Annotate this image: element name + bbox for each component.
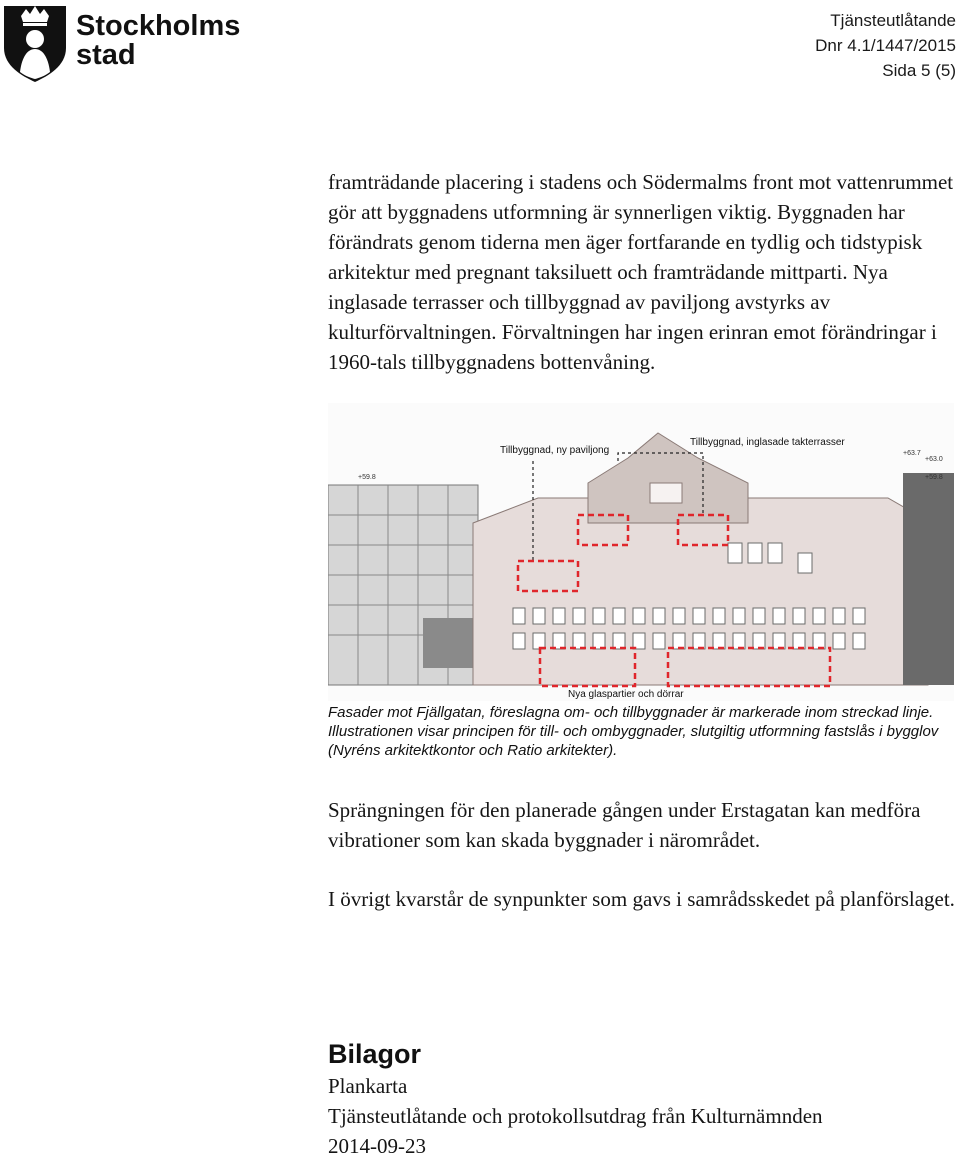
level-right-top: +63.7 (903, 450, 921, 457)
attachments-heading: Bilagor (328, 1039, 422, 1069)
stockholms-stad-logo (2, 2, 242, 82)
label-terraces: Tillbyggnad, inglasade takterrasser (690, 437, 845, 448)
stockholm-crown-shield-icon (4, 6, 66, 82)
document-number: Dnr 4.1/1447/2015 (815, 36, 956, 55)
label-ground-floor: Nya glaspartier och dörrar (568, 689, 684, 700)
figure-caption: Fasader mot Fjällgatan, föreslagna om- och tillbyggnader är markerade inom streckad linje. Illustrationen visar principen för till- och ombyggnader, slutgiltig utformning fastslås i bygglov (Nyréns arkitektkontor och Ratio arkitekter). (328, 704, 939, 759)
attachment-item: Tjänsteutlåtande och protokollsutdrag från Kulturnämnden (328, 1104, 823, 1128)
level-right-2: +63.0 (925, 456, 943, 463)
level-left: +59.8 (358, 474, 376, 481)
logo-text-line1: Stockholms (76, 10, 241, 42)
attachment-item: 2014-09-23 (328, 1134, 426, 1158)
document-header-meta (815, 8, 956, 83)
body-paragraph: Sprängningen för den planerade gången under Erstagatan kan medföra vibrationer som kan skada byggnader i närområdet. (328, 798, 921, 852)
label-pavilion: Tillbyggnad, ny paviljong (500, 445, 610, 456)
document-type: Tjänsteutlåtande (830, 11, 956, 30)
page-number: Sida 5 (5) (882, 61, 956, 80)
attachment-item: Plankarta (328, 1074, 408, 1098)
level-right-3: +59.8 (925, 474, 943, 481)
attachments-list (328, 1071, 823, 1161)
body-paragraph: framträdande placering i stadens och Södermalms front mot vattenrummet gör att byggnadens utformning är synnerligen viktig. Byggnaden har förändrats genom tiderna men äger fortfarande en tydlig och tidstypisk arkitektur med pregnant taksiluett och framträdande mittparti. Nya inglasade terrasser och tillbyggnad av paviljong avstyrks av kulturförvaltningen. Förvaltningen har ingen erinran emot förändringar i 1960-tals tillbyggnadens bottenvåning. (328, 170, 954, 374)
logo-text-line2: stad (76, 39, 136, 71)
body-paragraph: I övrigt kvarstår de synpunkter som gavs i samrådsskedet på planförslaget. (328, 887, 955, 911)
facade-illustration (328, 403, 954, 701)
